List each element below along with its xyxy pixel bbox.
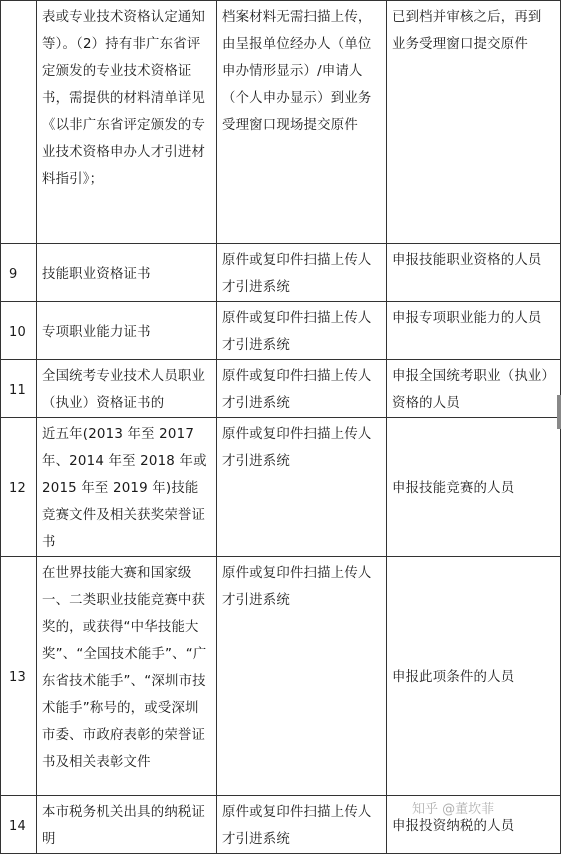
table-row (1, 796, 561, 854)
submission-form-cell: 原件或复印件扫描上传人才引进系统 (217, 557, 387, 796)
table-row (1, 244, 561, 302)
document-cell: 表或专业技术资格认定通知等）。（2）持有非广东省评定颁发的专业技术资格证书，需提供的材料清单详见《以非广东省评定颁发的专业技术资格申办人才引进材料指引》； (37, 1, 217, 244)
document-cell: 在世界技能大赛和国家级一、二类职业技能竞赛中获奖的，或获得“中华技能大奖”、“全国技术能手”、“广东省技术能手”、“深圳市技术能手”称号的，或受深圳市委、市政府表彰的荣誉证书及相关表彰文件 (37, 557, 217, 796)
submission-form-cell: 原件或复印件扫描上传人才引进系统 (217, 302, 387, 360)
submission-form-cell: 原件或复印件扫描上传人才引进系统 (217, 418, 387, 557)
row-number (1, 1, 37, 244)
row-number: 9 (1, 244, 37, 302)
document-cell: 全国统考专业技术人员职业（执业）资格证书的 (37, 360, 217, 418)
applicable-person-cell: 已到档并审核之后，再到业务受理窗口提交原件 (387, 1, 561, 244)
row-number: 14 (1, 796, 37, 854)
table-row (1, 302, 561, 360)
table-row (1, 1, 561, 244)
submission-form-cell: 档案材料无需扫描上传，由呈报单位经办人（单位申办情形显示）/申请人（个人申办显示）到业务受理窗口现场提交原件 (217, 1, 387, 244)
document-cell: 技能职业资格证书 (37, 244, 217, 302)
submission-form-cell: 原件或复印件扫描上传人才引进系统 (217, 796, 387, 854)
table-row (1, 418, 561, 557)
applicable-person-cell: 申报全国统考职业（执业）资格的人员 (387, 360, 561, 418)
submission-form-cell: 原件或复印件扫描上传人才引进系统 (217, 360, 387, 418)
row-number: 13 (1, 557, 37, 796)
table-row (1, 557, 561, 796)
applicable-person-cell: 申报此项条件的人员 (387, 557, 561, 796)
applicable-person-cell: 申报技能竞赛的人员 (387, 418, 561, 557)
table-row (1, 360, 561, 418)
document-cell: 近五年(2013 年至 2017 年、2014 年至 2018 年或 2015 年至 2019 年)技能竞赛文件及相关获奖荣誉证书 (37, 418, 217, 557)
document-cell: 专项职业能力证书 (37, 302, 217, 360)
row-number: 10 (1, 302, 37, 360)
watermark: 知乎 @董坎菲 (412, 802, 495, 817)
applicable-person-cell: 申报投资纳税的人员 (387, 796, 561, 854)
scroll-edge-marker (557, 395, 561, 429)
row-number: 11 (1, 360, 37, 418)
row-number: 12 (1, 418, 37, 557)
submission-form-cell: 原件或复印件扫描上传人才引进系统 (217, 244, 387, 302)
applicable-person-cell: 申报专项职业能力的人员 (387, 302, 561, 360)
applicable-person-cell: 申报技能职业资格的人员 (387, 244, 561, 302)
document-cell: 本市税务机关出具的纳税证明 (37, 796, 217, 854)
